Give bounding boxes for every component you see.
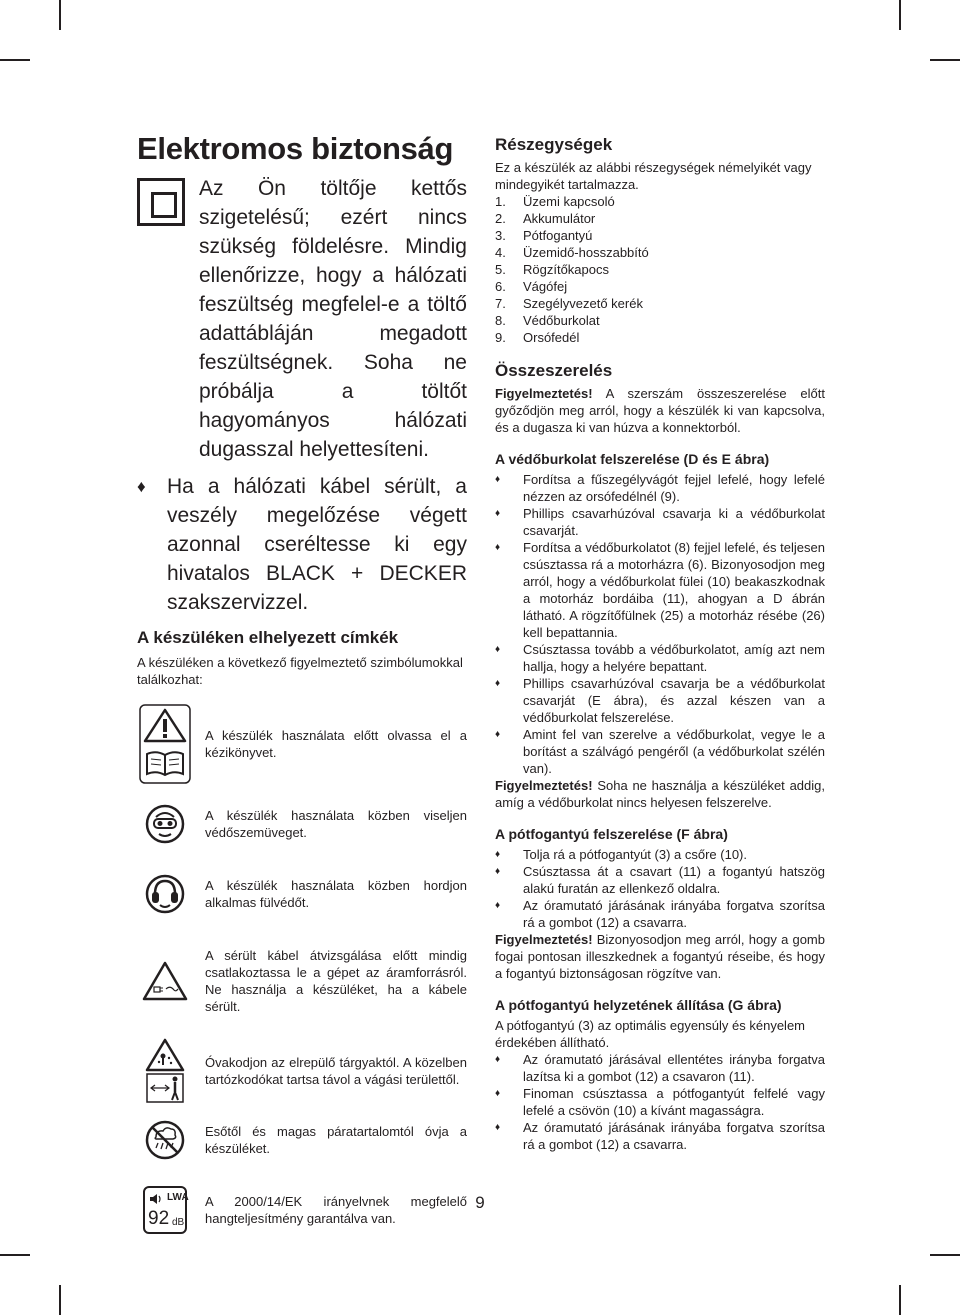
list-item: 7. Szegélyvezető kerék <box>495 296 643 311</box>
crop-mark <box>899 0 901 30</box>
diamond-bullet-icon: ♦ <box>495 866 501 877</box>
list-item: 2. Akkumulátor <box>495 211 596 226</box>
diamond-bullet-icon: ♦ <box>495 678 501 689</box>
list-item: ♦ Fordítsa a védőburkolatot (8) fejjel lefelé, és teljesen csúsztassa rá a motorházra (6). Bizonyosodjon meg arról, hogy a védőburkolat fülei (10) beakaszkodnak a motorház bordáiba (11), ahogyan a D ábrán látható. A rögzítőfülnek (25) a motorház résébe (26) kell bepattannia. <box>495 540 825 640</box>
symbol-text: A 2000/14/EK irányelvnek megfelelő hangteljesítmény garantálva van. <box>205 1194 467 1226</box>
assembly-warning: Figyelmeztetés! A szerszám összeszerelése előtt győződjön meg arról, hogy a készülék ki van kapcsolva, és a dugasza ki van húzva a konnektorból. <box>495 386 825 435</box>
symbol-row <box>137 794 467 854</box>
symbol-row <box>137 864 467 924</box>
diamond-bullet-icon: ♦ <box>495 644 501 655</box>
list-item: ♦ Csúsztassa át a csavart (11) a fogantyú hatszög alakú furatán az ellenkező oldalra. <box>495 864 825 896</box>
section-title: Elektromos biztonság <box>137 131 454 166</box>
assembly-heading: Összeszerelés <box>495 361 613 380</box>
symbol-text: A készülék használata közben viseljen védőszemüveget. <box>205 808 467 840</box>
cable-bullet-text: Ha a hálózati kábel sérült, a veszély megelőzése végett azonnal cseréltesse ki egy hivatalos BLACK + DECKER szakszervizzel. <box>167 475 467 614</box>
adjust-heading: A pótfogantyú helyzetének állítása (G ábra) <box>495 997 782 1013</box>
aux-handle-heading: A pótfogantyú felszerelése (F ábra) <box>495 826 728 842</box>
list-item: ♦ Az óramutató járásának irányába forgatva szorítsa rá a gombot (12) a csavarra. <box>495 1120 825 1152</box>
unplug-warning-icon <box>137 961 193 1001</box>
symbol-row <box>137 934 467 1028</box>
crop-mark <box>0 59 30 61</box>
list-item: 8. Védőburkolat <box>495 313 600 328</box>
list-item: 6. Vágófej <box>495 279 568 294</box>
intro-text: Az Ön töltője kettős szigetelésű; ezért nincs szükség földelésre. Mindig ellenőrizze, hogy a hálózati feszültség megfelel-e a töltő adattábláján megadott feszültségnek. Soha ne próbálja a töltőt hagyományos hálózati dugasszal helyettesíteni. <box>199 177 467 461</box>
guard-warning: Figyelmeztetés! Soha ne használja a készüléket addig, amíg a védőburkolat nincs helyesen felszerelve. <box>495 778 825 810</box>
labels-intro: A készüléken a következő figyelmeztető szimbólumokkal találkozhat: <box>137 655 463 687</box>
list-item: ♦ Az óramutató járásával ellentétes irányba forgatva lazítsa ki a gombot (12) a csavaron (11). <box>495 1052 825 1084</box>
parts-list <box>495 193 825 346</box>
crop-mark <box>59 0 61 30</box>
crop-mark <box>59 1285 61 1315</box>
aux-warning: Figyelmeztetés! Bizonyosodjon meg arról, hogy a gomb fogai pontosan illeszkednek a fogantyú réseibe, és hogy a fogantyú biztonságosan rögzítve van. <box>495 932 825 981</box>
right-column <box>495 134 825 1153</box>
symbol-text: Óvakodjon az elrepülő tárgyaktól. A közelben tartózkodókat tartsa távol a vágási területtől. <box>205 1055 467 1087</box>
symbol-row <box>137 1110 467 1170</box>
crop-mark <box>0 1254 30 1256</box>
diamond-bullet-icon: ♦ <box>495 849 501 860</box>
crop-mark <box>930 1254 960 1256</box>
list-item: 3. Pótfogantyú <box>495 228 593 243</box>
goggles-icon <box>137 804 193 844</box>
db-value: 92 <box>148 1208 170 1229</box>
diamond-bullet-icon: ♦ <box>495 508 501 519</box>
list-item: 4. Üzemidő-hosszabbító <box>495 245 649 260</box>
list-item: ♦ Az óramutató járásának irányába forgatva szorítsa rá a gombot (12) a csavarra. <box>495 898 825 930</box>
no-rain-icon <box>137 1119 193 1161</box>
list-item: ♦ Csúsztassa tovább a védőburkolatot, amíg azt nem hallja, hogy a helyére bepattant. <box>495 642 825 674</box>
diamond-bullet-icon: ♦ <box>137 477 146 496</box>
ear-protection-icon <box>137 874 193 914</box>
diamond-bullet-icon: ♦ <box>495 542 501 553</box>
adjust-intro: A pótfogantyú (3) az optimális egyensúly és kényelem érdekében állítható. <box>495 1018 806 1050</box>
warning-manual-icon <box>137 704 193 784</box>
double-insulation-icon <box>137 178 185 226</box>
list-item: ♦ Tolja rá a pótfogantyút (3) a csőre (10). <box>495 847 748 862</box>
symbol-text: Esőtől és magas páratartalomtól óvja a készüléket. <box>205 1124 467 1156</box>
left-column <box>137 130 467 1240</box>
list-item: 9. Orsófedél <box>495 330 580 345</box>
cable-bullet <box>137 472 467 617</box>
diamond-bullet-icon: ♦ <box>495 1054 501 1065</box>
list-item: 1. Üzemi kapcsoló <box>495 194 615 209</box>
list-item: ♦ Phillips csavarhúzóval csavarja ki a védőburkolat csavarját. <box>495 506 825 538</box>
diamond-bullet-icon: ♦ <box>495 729 501 740</box>
symbol-text: A sérült kábel átvizsgálása előtt mindig csatlakoztassa le a gépet az áramforrásról. Ne használja a készüléket, ha a kábele sérült. <box>205 948 467 1014</box>
diamond-bullet-icon: ♦ <box>495 474 501 485</box>
symbol-row <box>137 704 467 784</box>
parts-heading: Részegységek <box>495 135 613 154</box>
list-item: 5. Rögzítőkapocs <box>495 262 609 277</box>
labels-heading: A készüléken elhelyezett címkék <box>137 628 399 647</box>
diamond-bullet-icon: ♦ <box>495 1122 501 1133</box>
crop-mark <box>899 1285 901 1315</box>
crop-mark <box>930 59 960 61</box>
guard-heading: A védőburkolat felszerelése (D és E ábra) <box>495 451 770 467</box>
list-item: ♦ Finoman csúsztassa a pótfogantyút felfelé vagy lefelé a csövön (10) a kívánt magasságra. <box>495 1086 825 1118</box>
list-item: ♦ Phillips csavarhúzóval csavarja be a védőburkolat csavarját (E ábra), és azzal készen van a védőburkolat felszerelése. <box>495 676 825 725</box>
db-unit: dB <box>172 1217 185 1228</box>
parts-intro: Ez a készülék az alábbi részegységek némelyikét vagy mindegyikét tartalmazza. <box>495 160 812 192</box>
list-item: ♦ Fordítsa a fűszegélyvágót fejjel lefelé, hogy lefelé nézzen az orsófedélnél (9). <box>495 472 825 504</box>
page-number: 9 <box>475 1193 485 1212</box>
symbol-row <box>137 1038 467 1104</box>
list-item: ♦ Amint fel van szerelve a védőburkolat, vegye le a borítást a szálvágó pengéről (a védőburkolat szélén van). <box>495 727 825 776</box>
lwa-label: LWA <box>167 1192 189 1203</box>
flying-objects-icon <box>137 1038 193 1104</box>
symbol-text: A készülék használata előtt olvassa el a kézikönyvet. <box>205 728 467 760</box>
diamond-bullet-icon: ♦ <box>495 900 501 911</box>
double-insulation-block <box>137 174 467 464</box>
symbol-text: A készülék használata közben hordjon alkalmas fülvédőt. <box>205 878 467 910</box>
diamond-bullet-icon: ♦ <box>495 1088 501 1099</box>
